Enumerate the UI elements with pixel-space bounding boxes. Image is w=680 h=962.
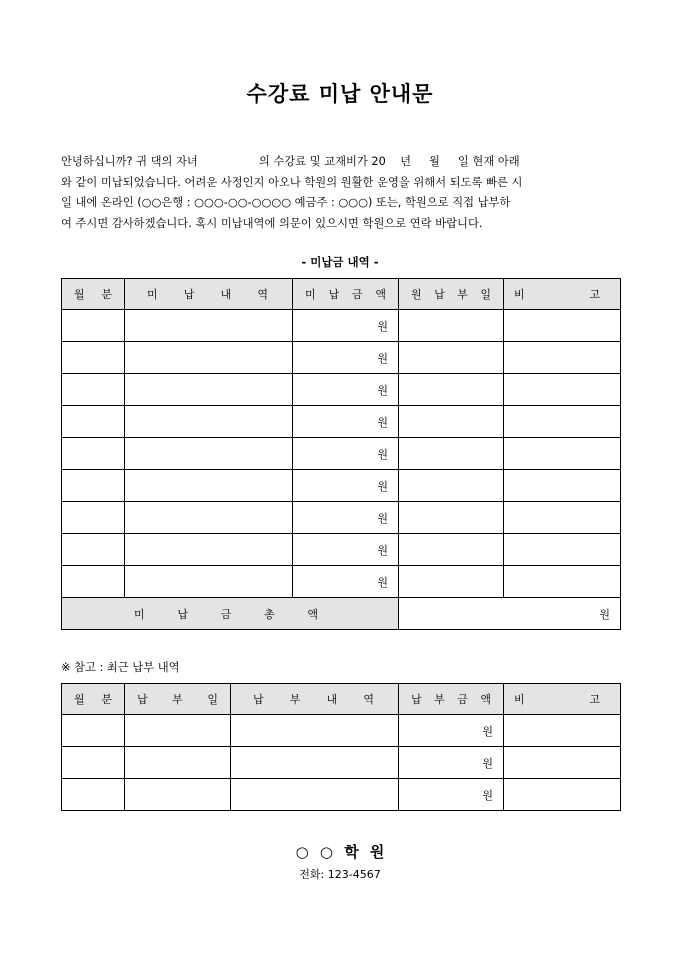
total-label xyxy=(62,598,399,630)
unpaid-table xyxy=(61,278,621,630)
table-cell[interactable] xyxy=(504,310,621,342)
intro-line: 여 주시면 감사하겠습니다. 혹시 미납내역에 의문이 있으시면 학원으로 연락 바랍니다. xyxy=(61,216,483,230)
table-cell[interactable] xyxy=(231,715,399,747)
header-char: 납 xyxy=(137,693,148,706)
page-title: 수강료 미납 안내문 xyxy=(246,81,434,106)
header-char: 역 xyxy=(363,693,374,706)
unpaid-section-title: - 미납금 내역 - xyxy=(301,255,379,269)
header-char: 일 xyxy=(207,693,218,706)
table-row xyxy=(62,747,621,779)
header-remarks xyxy=(504,684,621,715)
unpaid-total-row xyxy=(62,598,621,630)
table-cell[interactable]: 원 xyxy=(293,342,399,374)
header-remarks xyxy=(504,279,621,310)
academy-phone: 전화: 123-4567 xyxy=(299,868,381,881)
header-char: 납 xyxy=(253,693,264,706)
header-char: 분 xyxy=(101,693,112,706)
table-cell[interactable] xyxy=(504,566,621,598)
header-char: 고 xyxy=(589,693,600,706)
table-cell[interactable] xyxy=(399,406,504,438)
table-cell[interactable] xyxy=(231,779,399,811)
table-row xyxy=(62,779,621,811)
table-cell[interactable]: 원 xyxy=(293,566,399,598)
table-cell[interactable]: 원 xyxy=(293,470,399,502)
table-cell[interactable] xyxy=(125,779,231,811)
header-char: 일 xyxy=(480,288,491,301)
header-char: 부 xyxy=(289,693,301,706)
table-cell[interactable]: 원 xyxy=(293,502,399,534)
table-cell[interactable] xyxy=(62,406,125,438)
table-cell[interactable] xyxy=(504,534,621,566)
table-cell[interactable] xyxy=(399,470,504,502)
table-cell[interactable] xyxy=(504,342,621,374)
table-cell[interactable] xyxy=(62,374,125,406)
table-cell[interactable] xyxy=(62,310,125,342)
header-char: 분 xyxy=(101,288,112,301)
header-date xyxy=(125,684,231,715)
table-row xyxy=(62,406,621,438)
table-cell[interactable] xyxy=(504,779,621,811)
header-char: 비 xyxy=(514,288,525,301)
header-char: 납 xyxy=(411,693,422,706)
table-cell[interactable] xyxy=(504,502,621,534)
header-due-date xyxy=(399,279,504,310)
intro-paragraph xyxy=(61,152,621,234)
table-cell[interactable] xyxy=(62,534,125,566)
table-cell[interactable] xyxy=(125,534,293,566)
header-char: 총 xyxy=(263,607,275,621)
table-cell[interactable]: 원 xyxy=(293,438,399,470)
table-cell[interactable]: 원 xyxy=(293,374,399,406)
table-cell[interactable] xyxy=(231,747,399,779)
header-char: 부 xyxy=(434,693,445,706)
table-cell[interactable] xyxy=(125,470,293,502)
table-cell[interactable] xyxy=(504,374,621,406)
header-char: 액 xyxy=(307,607,318,621)
header-char: 미 xyxy=(134,607,145,621)
table-row xyxy=(62,310,621,342)
table-cell[interactable] xyxy=(62,566,125,598)
table-cell[interactable] xyxy=(125,342,293,374)
table-cell[interactable]: 원 xyxy=(293,406,399,438)
table-cell[interactable] xyxy=(504,406,621,438)
recent-header-row xyxy=(62,684,621,715)
table-row xyxy=(62,470,621,502)
table-cell[interactable] xyxy=(399,438,504,470)
header-char: 부 xyxy=(457,288,468,301)
unpaid-header-row xyxy=(62,279,621,310)
table-cell[interactable] xyxy=(62,470,125,502)
table-cell[interactable] xyxy=(504,470,621,502)
table-cell[interactable] xyxy=(125,374,293,406)
table-row xyxy=(62,566,621,598)
table-row xyxy=(62,374,621,406)
table-cell[interactable] xyxy=(125,747,231,779)
total-amount-cell[interactable]: 원 xyxy=(399,598,621,630)
header-char: 금 xyxy=(351,288,363,301)
recent-payments-table xyxy=(61,683,621,811)
table-cell[interactable] xyxy=(399,534,504,566)
table-cell[interactable] xyxy=(399,566,504,598)
header-amount xyxy=(399,684,504,715)
table-cell[interactable] xyxy=(62,438,125,470)
table-cell[interactable] xyxy=(504,438,621,470)
intro-line: 일 내에 온라인 (○○은행 : ○○○-○○-○○○○ 예금주 : ○○○) 또는, 학원으로 직접 납부하 xyxy=(61,196,511,209)
header-char: 역 xyxy=(257,288,268,301)
table-cell[interactable]: 원 xyxy=(293,534,399,566)
recent-payments-note: ※ 참고 : 최근 납부 내역 xyxy=(61,661,180,674)
header-char: 납 xyxy=(183,288,195,301)
header-char: 월 xyxy=(74,288,85,301)
table-cell[interactable] xyxy=(399,342,504,374)
table-row xyxy=(62,715,621,747)
header-month xyxy=(62,279,125,310)
header-char: 미 xyxy=(305,288,316,301)
table-cell[interactable] xyxy=(125,566,293,598)
table-cell[interactable] xyxy=(62,342,125,374)
table-cell[interactable] xyxy=(62,715,125,747)
header-details xyxy=(231,684,399,715)
header-char: 비 xyxy=(514,693,525,706)
header-char: 미 xyxy=(147,288,158,301)
table-cell[interactable] xyxy=(504,747,621,779)
header-char: 고 xyxy=(589,288,600,301)
header-char: 납 xyxy=(328,288,340,301)
table-cell[interactable]: 원 xyxy=(399,779,504,811)
header-char: 원 xyxy=(411,288,422,301)
table-cell[interactable] xyxy=(125,502,293,534)
table-cell[interactable] xyxy=(62,779,125,811)
table-cell[interactable] xyxy=(399,374,504,406)
academy-name: ○ ○ 학 원 xyxy=(295,843,385,861)
table-row xyxy=(62,502,621,534)
table-row xyxy=(62,534,621,566)
header-char: 액 xyxy=(375,288,386,301)
intro-line: 와 같이 미납되었습니다. 어려운 사정인지 아오나 학원의 원활한 운영을 위해서 되도록 빠른 시 xyxy=(61,175,523,189)
header-char: 내 xyxy=(326,693,338,706)
table-cell[interactable] xyxy=(125,406,293,438)
table-cell[interactable] xyxy=(62,502,125,534)
header-amount xyxy=(293,279,399,310)
header-char: 부 xyxy=(172,693,183,706)
table-cell[interactable] xyxy=(62,747,125,779)
header-char: 내 xyxy=(220,288,232,301)
table-cell[interactable] xyxy=(125,715,231,747)
table-cell[interactable] xyxy=(399,502,504,534)
table-cell[interactable]: 원 xyxy=(293,310,399,342)
table-cell[interactable]: 원 xyxy=(399,747,504,779)
header-char: 금 xyxy=(220,607,232,621)
header-char: 금 xyxy=(457,693,468,706)
table-row xyxy=(62,342,621,374)
intro-line: 안녕하십니까? 귀 댁의 자녀 의 수강료 및 교재비가 20 년 월 일 현재 아래 xyxy=(61,155,520,168)
header-char: 납 xyxy=(434,288,445,301)
header-char: 액 xyxy=(480,693,491,706)
table-cell[interactable] xyxy=(504,715,621,747)
header-month xyxy=(62,684,125,715)
table-cell[interactable] xyxy=(125,438,293,470)
header-details xyxy=(125,279,293,310)
table-cell[interactable] xyxy=(399,310,504,342)
table-cell[interactable]: 원 xyxy=(399,715,504,747)
header-char: 월 xyxy=(74,693,85,706)
table-cell[interactable] xyxy=(125,310,293,342)
table-row xyxy=(62,438,621,470)
header-char: 납 xyxy=(177,607,188,621)
